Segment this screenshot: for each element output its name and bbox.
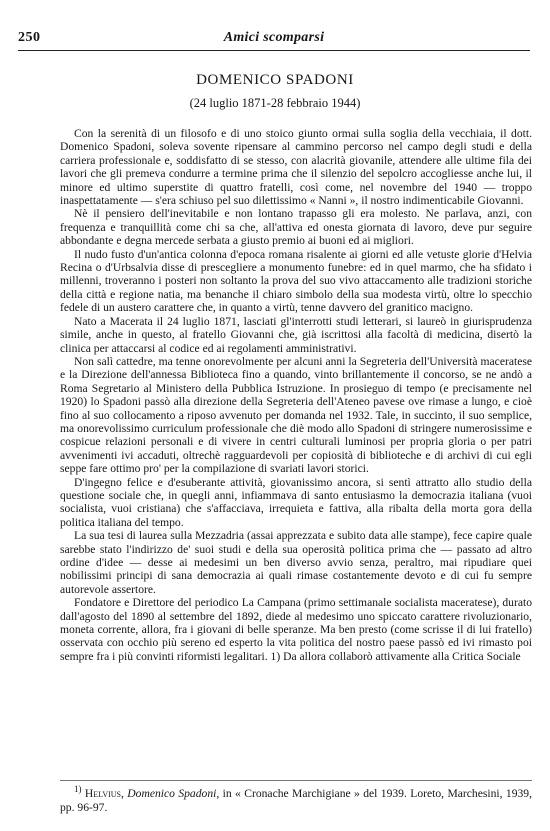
paragraph: Non salì cattedre, ma tenne onorevolmente per alcuni anni la Segreteria dell'Università maceratese e la Direzione dell'annessa Biblioteca fino a quando, vinto brillantemente il concorso, se ne andò a Roma Segretario al Ministero della Pubblica Istruzione. In prosieguo di tempo (e precisamente nel 1920) lo Spadoni passò alla direzione della Segreteria dell'Ateneo pavese ove rimase a lungo, e cioè fino al suo collocamento a riposo avvenuto per domanda nel 1932. Tale, in succinto, il suo semplice, ma onorevolissimo curriculum professionale che diè modo allo Spadoni di stringere numerosissime e cospicue relazioni personali e di vivere in centri culturali luminosi per propria gloria o per patri avvenimenti ivi accaduti, oltrechè ragguardevoli per copiosità di biblioteche e di archivi di cui egli seppe fare ottimo pro' per la compilazione di svariati lavori storici.	[60, 354, 532, 476]
paragraph: Con la serenità di un filosofo e di uno stoico giunto ormai sulla soglia della vecchiaia, il dott. Domenico Spadoni, soleva sovente ripensare al cammino percorso nel campo degli studi e della carriera professionale e, soddisfatto di se stesso, con alacrità giovanile, attendere alle ultime fila dei lavori che gli premeva condurre a termine prima che il silenzio del sepolcro accogliesse anche lui, il minore ed ultimo superstite di quattro fratelli, così come, nel novembre del 1940 — troppo inaspettatamente — s'era schiuso pel suo dilettissimo « Nanni », il nostro indimenticabile Giovanni.	[60, 127, 532, 208]
running-header	[18, 30, 530, 51]
article-title: DOMENICO SPADONI	[196, 72, 354, 88]
footnote-rest: , in « Cronache Marchigiane » del 1939. Loreto, Marchesini, 1939, pp. 96-97.	[60, 787, 532, 814]
article-body	[60, 127, 532, 663]
footnote	[60, 780, 532, 815]
page-number: 250	[18, 30, 41, 45]
paragraph: D'ingegno felice e d'esuberante attività, giovanissimo ancora, si sentì attratto allo studio della questione sociale che, in quegli anni, infiammava di santo entusiasmo la democrazia italiana (vuoi socialista, vuoi cristiana) che s'affacciava, irrequieta e fattiva, alla ribalta della morta gora della politica italiana del tempo.	[60, 475, 532, 529]
footnote-text: $^{1)}$ Helvius, Domenico Spadoni, in « Cronache Marchigiane » del 1939. Loreto, Marchesini, 1939, pp. 96-97.	[60, 784, 532, 814]
article-dates: (24 luglio 1871-28 febbraio 1944)	[189, 96, 361, 110]
footnote-title: Domenico Spadoni	[127, 787, 217, 800]
paragraph: Fondatore e Direttore del periodico La Campana (primo settimanale socialista maceratese), durato dall'agosto del 1890 al settembre del 1892, diede al medesimo uno spiccato carattere rivoluzionario, moneta corrente, allora, fra i giovani di belle speranze. Ma ben presto (come scrisse il di lui fratello) osservata con occhio più sereno ed esperto la vita politica del nostro paese passò ed ivi rimasto poi sempre fra i più convinti riformisti legalitari. 1) Da allora collaborò attivamente alla Critica Sociale	[60, 596, 532, 663]
paragraph: Il nudo fusto d'un'antica colonna d'epoca romana risalente ai giorni ed alle vetuste glorie d'Helvia Recina o d'Urbsalvia disse di prescegliere a monumento funebre: ed in quel marmo, che ha sfidato i millenni, troveranno i posteri non soltanto la prova del suo vivo attaccamento alle tradizioni storiche della città e regione natia, ma benanche il chiaro simbolo della sua modesta virtù, oltre lo specchio fedele di un austero carattere che, in quanto a virtù, tenne davvero del granitico macigno.	[60, 247, 532, 315]
paragraph: Nè il pensiero dell'inevitabile e non lontano trapasso gli era molesto. Ne parlava, anzi, con frequenza e tranquillità come chi sa che, all'attiva ed onesta giornata di lavoro, deve pur seguire abbondante e degna mercede serbata a giusto premio ai buoni ed ai migliori.	[60, 207, 532, 248]
paragraph: La sua tesi di laurea sulla Mezzadria (assai apprezzata e subito data alle stampe), fece capire quale sarebbe stato l'indirizzo de' suoi studi e della sua operosità politica prima che — passato ad altro ordine d'idee — desse ai medesimi un ben diverso avvio senza, peraltro, mai ripudiare quei nobilissimi principi di sana democrazia ai quali rimase costantemente devoto e di cui fu sempre autorevole assertore.	[60, 529, 532, 596]
footnote-author: Helvius	[84, 787, 121, 800]
footnote-marker: 1)	[74, 784, 82, 795]
paragraph: Nato a Macerata il 24 luglio 1871, lasciati gl'interrotti studi letterari, si laureò in giurisprudenza simile, anche in questo, al fratello Giovanni che, già iscrittosi alla facoltà di medicina, disertò la clinica per attaccarsi al codice ed ai regolamenti amministrativi.	[60, 314, 532, 355]
running-title: Amici scomparsi	[223, 30, 325, 45]
